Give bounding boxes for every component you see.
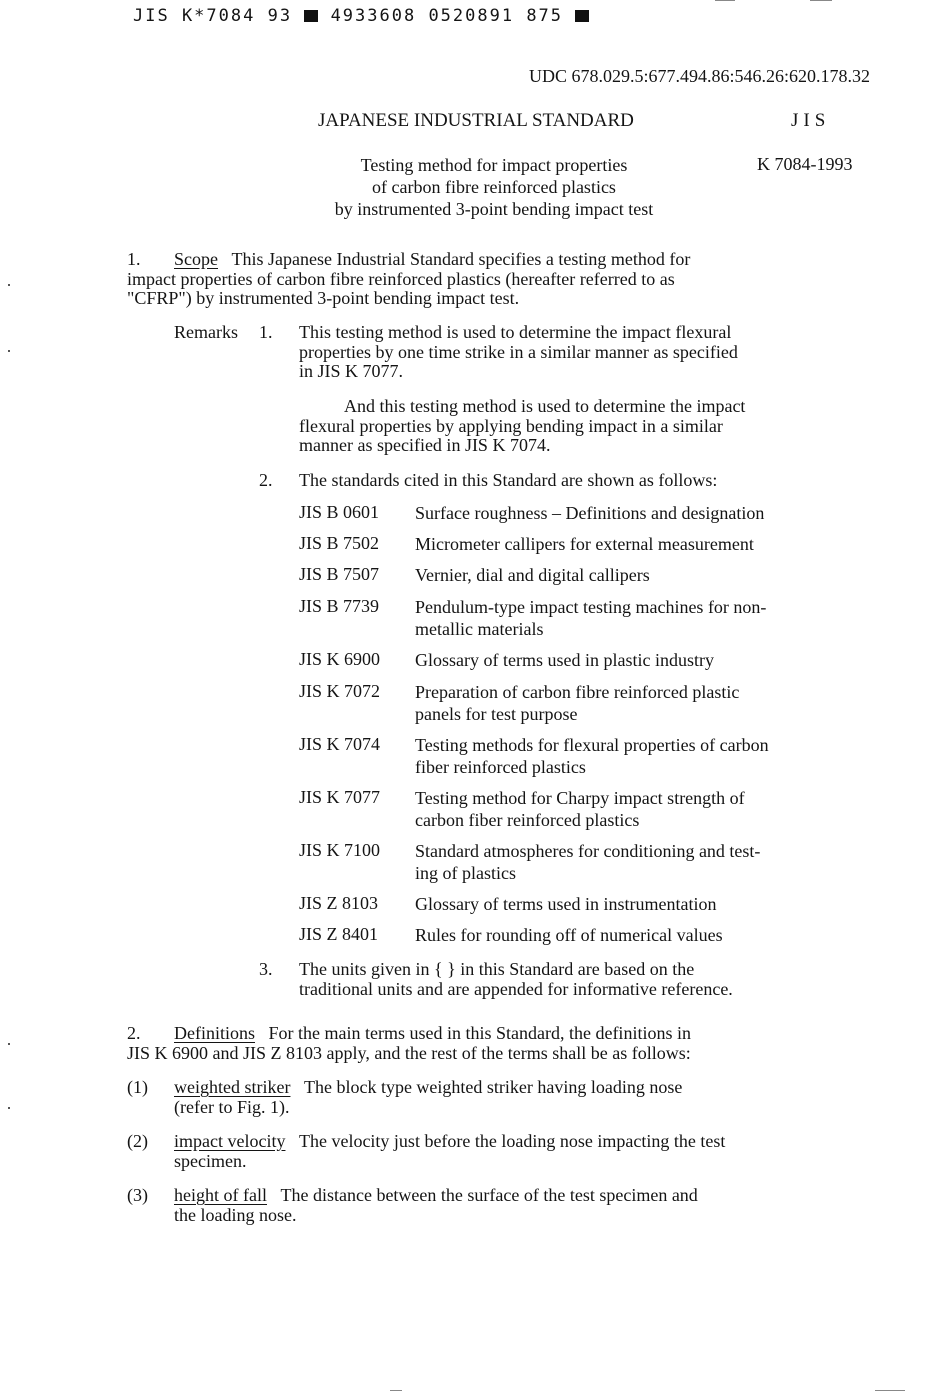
remark-line: manner as specified in JIS K 7074.	[299, 435, 551, 455]
section1-number: 1.	[127, 249, 141, 269]
scan-speck	[8, 350, 10, 352]
remark-line: in JIS K 7077.	[299, 361, 404, 381]
scan-edge-mark	[875, 1390, 905, 1391]
cited-standard-title	[415, 840, 760, 884]
definition-text: The distance between the surface of the test specimen and	[280, 1185, 698, 1205]
section1-line	[174, 250, 690, 270]
definition-item	[174, 1078, 682, 1117]
scan-edge-mark	[810, 0, 832, 1]
definition-continuation: specimen.	[174, 1150, 247, 1171]
cited-standard-line: Glossary of terms used in plastic industry	[415, 650, 714, 670]
remark-line: The units given in { } in this Standard are based on the	[299, 959, 695, 979]
cited-standard-line: Surface roughness – Definitions and designation	[415, 503, 765, 523]
cited-standard-title	[415, 533, 754, 555]
definition-text: The block type weighted striker having loading nose	[303, 1077, 683, 1097]
cited-standard-line: Testing methods for flexural properties of carbon	[415, 735, 769, 755]
cited-standard-line: Rules for rounding off of numerical values	[415, 925, 723, 945]
cited-standard-line: Micrometer callipers for external measurement	[415, 534, 754, 554]
cited-standard-title	[415, 893, 716, 915]
cited-standard-title	[415, 649, 714, 671]
remark-number: 3.	[259, 959, 273, 979]
scan-edge-mark	[715, 0, 735, 1]
title-line: by instrumented 3-point bending impact test	[334, 199, 654, 219]
title-line: of carbon fibre reinforced plastics	[372, 177, 616, 197]
section1-line: impact properties of carbon fibre reinforced plastics (hereafter referred to as	[127, 268, 675, 289]
cited-standard-code: JIS K 7100	[299, 840, 381, 860]
cited-standard-code: JIS K 6900	[299, 649, 381, 669]
cited-standard-line: Glossary of terms used in instrumentation	[415, 894, 717, 914]
definition-continuation: (refer to Fig. 1).	[174, 1096, 290, 1117]
remark-text	[299, 397, 745, 456]
cited-standard-title	[415, 734, 769, 778]
cited-standard-line: Preparation of carbon fibre reinforced plastic	[415, 682, 740, 702]
cited-standard-line: Pendulum-type impact testing machines for non-	[415, 597, 767, 617]
remark-number: 2.	[259, 470, 273, 490]
black-block-mark	[304, 10, 318, 22]
scan-edge-mark	[390, 1390, 402, 1391]
section2-number: 2.	[127, 1023, 141, 1043]
definition-term: weighted striker	[174, 1077, 291, 1097]
document-title	[278, 154, 710, 220]
standard-number: K 7084-1993	[757, 154, 853, 174]
remark-text: The standards cited in this Standard are shown as follows:	[299, 470, 718, 490]
definition-term: impact velocity	[174, 1131, 286, 1151]
standard-type: JAPANESE INDUSTRIAL STANDARD	[318, 110, 634, 131]
cited-standard-code: JIS B 0601	[299, 502, 380, 522]
section2-heading: Definitions	[174, 1023, 255, 1043]
section1-line: "CFRP") by instrumented 3-point bending impact test.	[127, 288, 520, 308]
scan-speck	[8, 1043, 10, 1045]
cited-standard-title	[415, 564, 650, 586]
remark-line: flexural properties by applying bending impact in a similar	[299, 415, 723, 436]
definition-text: The velocity just before the loading nose impacting the test	[298, 1131, 726, 1151]
definition-number: (2)	[127, 1131, 148, 1151]
remark-text	[299, 960, 733, 999]
remark-line: properties by one time strike in a similar manner as specified	[299, 341, 738, 362]
document-scan-code	[133, 6, 589, 26]
cited-standard-title	[415, 787, 745, 831]
cited-standard-line: ing of plastics	[415, 863, 516, 883]
cited-standard-code: JIS B 7502	[299, 533, 380, 553]
cited-standard-title	[415, 596, 766, 640]
cited-standard-line: Standard atmospheres for conditioning and test-	[415, 841, 761, 861]
cited-standard-code: JIS B 7739	[299, 596, 380, 616]
cited-standard-line: panels for test purpose	[415, 704, 578, 724]
definition-term: height of fall	[174, 1185, 267, 1205]
cited-standard-code: JIS B 7507	[299, 564, 380, 584]
section1-heading: Scope	[174, 249, 218, 269]
section1-text: This Japanese Industrial Standard specifies a testing method for	[231, 249, 691, 269]
remark-line: And this testing method is used to determine the impact	[344, 396, 746, 416]
definition-number: (3)	[127, 1185, 148, 1205]
cited-standard-code: JIS K 7074	[299, 734, 381, 754]
definition-item	[174, 1132, 725, 1171]
remark-text	[299, 323, 738, 382]
cited-standard-line: metallic materials	[415, 619, 544, 639]
cited-standard-code: JIS K 7077	[299, 787, 381, 807]
cited-standard-title	[415, 924, 723, 946]
cited-standard-line: carbon fiber reinforced plastics	[415, 810, 640, 830]
cited-standard-line: fiber reinforced plastics	[415, 757, 586, 777]
title-line: Testing method for impact properties	[360, 155, 628, 175]
scan-code-b: 4933608 0520891 875	[330, 6, 564, 26]
section2-line	[174, 1024, 691, 1044]
cited-standard-code: JIS K 7072	[299, 681, 381, 701]
udc-classification: UDC 678.029.5:677.494.86:546.26:620.178.32	[528, 66, 870, 86]
cited-standard-line: Vernier, dial and digital callipers	[415, 565, 650, 585]
scan-speck	[8, 1107, 10, 1109]
remark-line: This testing method is used to determine the impact flexural	[299, 322, 732, 342]
definition-number: (1)	[127, 1077, 148, 1097]
cited-standard-code: JIS Z 8103	[299, 893, 379, 913]
definition-continuation: the loading nose.	[174, 1204, 297, 1225]
jis-mark: JIS	[791, 110, 831, 131]
scan-speck	[8, 284, 10, 286]
section2-line: JIS K 6900 and JIS Z 8103 apply, and the rest of the terms shall be as follows:	[127, 1042, 691, 1063]
remark-number: 1.	[259, 322, 273, 342]
cited-standard-title	[415, 502, 764, 524]
scan-code-a: JIS K*7084 93	[133, 6, 293, 26]
cited-standard-code: JIS Z 8401	[299, 924, 379, 944]
section2-text: For the main terms used in this Standard, the definitions in	[268, 1023, 691, 1043]
definition-item	[174, 1186, 698, 1225]
cited-standard-title	[415, 681, 739, 725]
remark-line: traditional units and are appended for informative reference.	[299, 978, 733, 999]
cited-standard-line: Testing method for Charpy impact strength of	[415, 788, 745, 808]
remarks-label: Remarks	[174, 322, 238, 342]
black-block-mark	[575, 10, 589, 22]
